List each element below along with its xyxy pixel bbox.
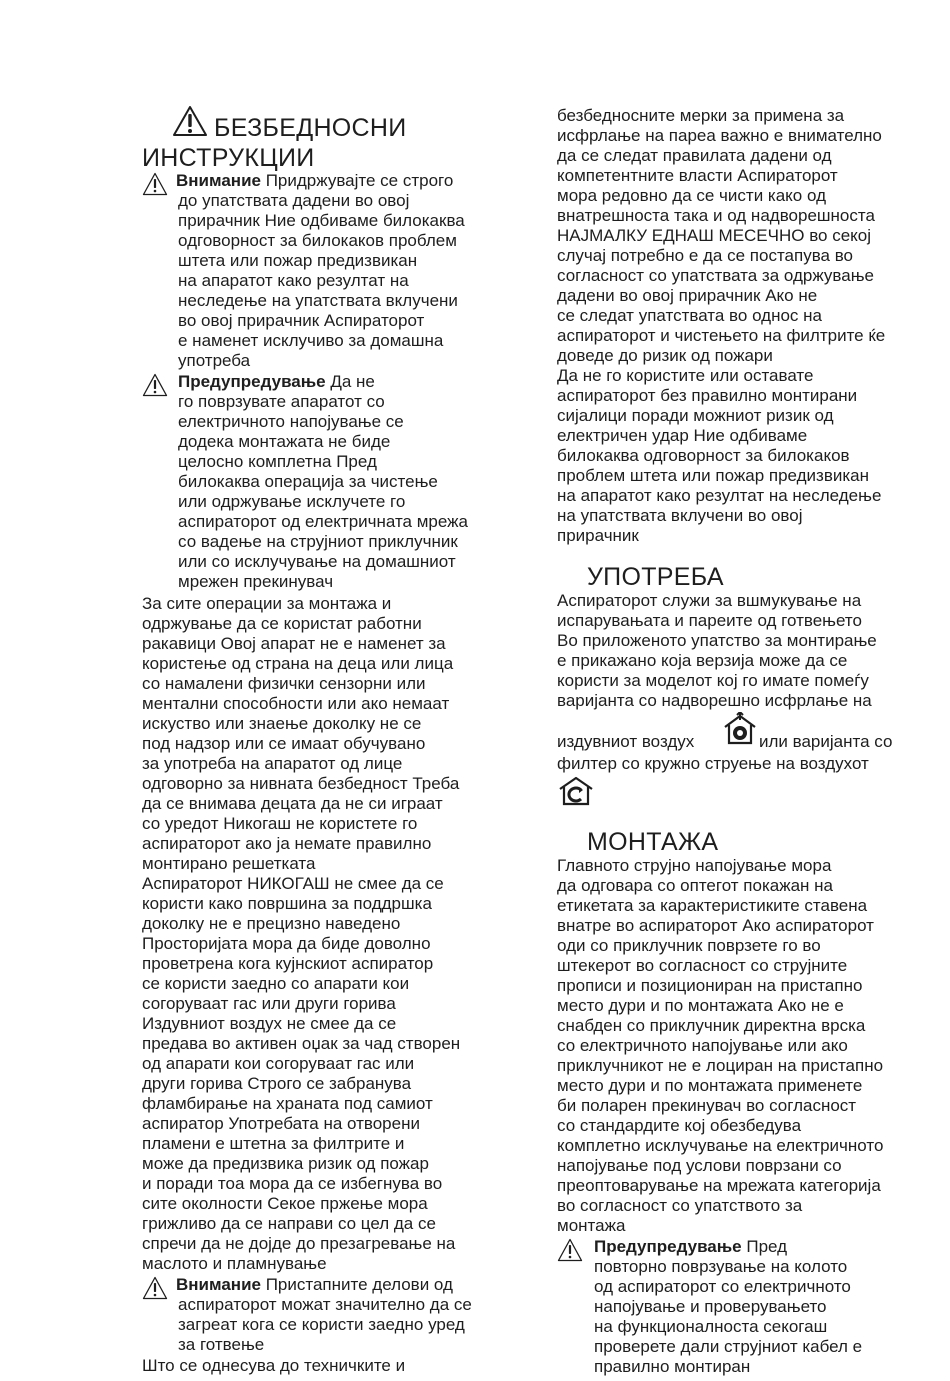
text-line: под надзор или се имаат обучувано xyxy=(142,734,426,753)
text-line: оди со приклучник поврзете го во xyxy=(557,936,821,955)
text-line: или со исклучување на домашниот xyxy=(178,552,456,571)
text-line: или варијанта со xyxy=(759,732,893,751)
text-line: неследење на упатствата вклучени xyxy=(178,291,458,310)
text-line: сите околности Секое пржење мора xyxy=(142,1194,428,1213)
text-line: сијалици поради можниот ризик од xyxy=(557,406,834,425)
text-line: целосно комплетна Пред xyxy=(178,452,377,471)
text-line: го поврзувате апаратот со xyxy=(178,392,385,411)
section-heading-usage: УПОТРЕБА xyxy=(587,563,724,591)
text-line: приклучникот не е лоциран на пристапно xyxy=(557,1056,884,1075)
text-line: на апаратот како резултат на неследење xyxy=(557,486,882,505)
text-line: е прикажано која верзија може да се xyxy=(557,651,848,670)
text-line: на апаратот како резултат на xyxy=(178,271,409,290)
recirculation-filter-icon xyxy=(558,776,594,806)
text-line: внатре во аспираторот Ако аспираторот xyxy=(557,916,874,935)
text-line: прирачник xyxy=(557,526,639,545)
text-line: Издувниот воздух не смее да се xyxy=(142,1014,397,1033)
text-line: безбедносните мерки за примена за xyxy=(557,106,845,125)
text-line: користи како површина за поддршка xyxy=(142,894,432,913)
text-line: одговорно за нивната безбедност Треба xyxy=(142,774,460,793)
text-line: место дури и по монтажата применете xyxy=(557,1076,863,1095)
text-line: на упатствата вклучени во овој xyxy=(557,506,803,525)
text-line: комплетно исклучување на електричното xyxy=(557,1136,884,1155)
text-line: Главното струјно напојување мора xyxy=(557,856,832,875)
section-heading-assembly: МОНТАЖА xyxy=(587,828,719,856)
text-line: повторно поврзување на колото xyxy=(594,1257,848,1276)
text-line: компетентните власти Аспираторот xyxy=(557,166,838,185)
text-line: билокаква одговорност за билокаков xyxy=(557,446,850,465)
warning-triangle-icon xyxy=(142,373,168,397)
text-line: За сите операции за монтажа и xyxy=(142,594,392,613)
text-line: аспираторот без правилно монтирани xyxy=(557,386,858,405)
text-line: испарувањата и пареите од готвењето xyxy=(557,611,862,630)
text-line: проблем штета или пожар предизвикан xyxy=(557,466,870,485)
text-line: Да не го користите или оставате xyxy=(557,366,814,385)
text-line: или одржување исклучете го xyxy=(178,492,406,511)
text-line: Аспираторот служи за вшмукување на xyxy=(557,591,862,610)
text-line: до упатствата дадени во овој xyxy=(178,191,410,210)
text-line: се следат упатствата во однос на xyxy=(557,306,822,325)
text-line: Аспираторот НИКОГАШ не смее да се xyxy=(142,874,444,893)
text-line: користење од страна на деца или лица xyxy=(142,654,454,673)
text-line: проверете дали струјниот кабел е xyxy=(594,1337,863,1356)
warning-attention-2: Внимание Пристапните делови од xyxy=(176,1275,453,1294)
text-line: користи за моделот кој го имате помеѓу xyxy=(557,671,869,690)
text-line: од апарати кои согоруваат гас или xyxy=(142,1054,415,1073)
warning-triangle-icon xyxy=(172,105,208,137)
text-line: аспиратор Употребата на отворени xyxy=(142,1114,420,1133)
text-line: издувниот воздух xyxy=(557,732,695,751)
text-line: прирачник Ние одбиваме билокаква xyxy=(178,211,465,230)
warning-label: Предупредување xyxy=(178,372,326,391)
text-line: ракавици Овој апарат не е наменет за xyxy=(142,634,446,653)
text-line: доведе до ризик од пожари xyxy=(557,346,773,365)
text-line: со уредот Никогаш не користете го xyxy=(142,814,418,833)
warning-label: Предупредување xyxy=(594,1237,742,1256)
section-heading-safety-line2: ИНСТРУКЦИИ xyxy=(142,144,315,172)
text-line: доколку не е прецизно наведено xyxy=(142,914,401,933)
text-line: со стандардите кој обезбедува xyxy=(557,1116,802,1135)
warning-label: Внимание xyxy=(176,171,261,190)
text-line: напојување и проверувањето xyxy=(594,1297,827,1316)
text-line: да одговара со оптегот покажан на xyxy=(557,876,834,895)
text-line: снабден со приклучник директна врска xyxy=(557,1016,866,1035)
section-heading-safety: БЕЗБЕДНОСНИ xyxy=(214,114,407,142)
text-line: во согласност со упатството за xyxy=(557,1196,803,1215)
text-line: во овој прирачник Аспираторот xyxy=(178,311,425,330)
text-line: додека монтажата не биде xyxy=(178,432,391,451)
text-line: филтер со кружно струење на воздухот xyxy=(557,754,869,773)
text-line: согласност со упатствата за одржување xyxy=(557,266,874,285)
warning-triangle-icon xyxy=(557,1238,583,1262)
warning-label: Внимание xyxy=(176,1275,261,1294)
text-line: внатрешноста така и од надворешноста xyxy=(557,206,875,225)
text-line: на функционалноста секогаш xyxy=(594,1317,828,1336)
warning-caution-1: Предупредување Да не xyxy=(178,372,375,391)
text-line: маслото и пламнување xyxy=(142,1254,327,1273)
text-line: случај потребно е да се постапува во xyxy=(557,246,854,265)
text-line: фламбирање на храната под самиот xyxy=(142,1094,433,1113)
text-line: Што се однесува до техничките и xyxy=(142,1356,406,1375)
exhaust-outlet-icon xyxy=(722,712,758,746)
text-line: би поларен прекинувач во согласност xyxy=(557,1096,857,1115)
text-line: дадени во овој прирачник Ако не xyxy=(557,286,818,305)
text-line: проветрена кога кујнскиот аспиратор xyxy=(142,954,434,973)
text-line: загреат кога се користи заедно уред xyxy=(178,1315,465,1334)
text-line: место дури и по монтажата Ако не е xyxy=(557,996,844,1015)
text-line: може да предизвика ризик од пожар xyxy=(142,1154,429,1173)
text-line: аспираторот ако ја немате правилно xyxy=(142,834,432,853)
text-line: согоруваат гас или други горива xyxy=(142,994,396,1013)
text-line: Просторијата мора да биде доволно xyxy=(142,934,431,953)
text-line: преоптоварување на мрежата категорија xyxy=(557,1176,881,1195)
text-line: за употреба на апаратот од лице xyxy=(142,754,403,773)
text-line: е наменет исклучиво за домашна xyxy=(178,331,444,350)
text-line: други горива Строго се забранува xyxy=(142,1074,412,1093)
text-line: електричното напојување се xyxy=(178,412,404,431)
warning-attention-1: Внимание Придржувајте се строго xyxy=(176,171,454,190)
warning-triangle-icon xyxy=(142,1276,168,1300)
text-line: етикетата за карактеристиките ставена xyxy=(557,896,868,915)
warning-caution-2: Предупредување Пред xyxy=(594,1237,788,1256)
text-line: со намалени физички сензорни или xyxy=(142,674,426,693)
text-line: штета или пожар предизвикан xyxy=(178,251,418,270)
text-line: одржување да се користат работни xyxy=(142,614,422,633)
text-line: прописи и позициониран на пристапно xyxy=(557,976,863,995)
text-line: за готвење xyxy=(178,1335,265,1354)
text-line: предава во активен оџак за чад створен xyxy=(142,1034,461,1053)
text-line: пламени е штетна за филтрите и xyxy=(142,1134,405,1153)
text-line: употреба xyxy=(178,351,251,370)
text-line: аспираторот од електричната мрежа xyxy=(178,512,468,531)
text-line: со вадење на струјниот приклучник xyxy=(178,532,458,551)
text-line: НАЈМАЛКУ ЕДНАШ МЕСЕЧНО во секој xyxy=(557,226,872,245)
text-line: спречи да не дојде до презагревање на xyxy=(142,1234,456,1253)
text-line: се користи заедно со апарати кои xyxy=(142,974,410,993)
text-line: да се следат правилата дадени од xyxy=(557,146,832,165)
text-line: со електричното напојување или ако xyxy=(557,1036,848,1055)
text-line: варијанта со надворешно исфрлање на xyxy=(557,691,872,710)
text-line: и поради тоа мора да се избегнува во xyxy=(142,1174,443,1193)
text-line: аспираторот можат значително да се xyxy=(178,1295,472,1314)
text-line: искуство или знаење доколку не се xyxy=(142,714,422,733)
text-line: ментални способности или ако немаат xyxy=(142,694,450,713)
text-line: билокаква операција за чистење xyxy=(178,472,438,491)
text-line: Во приложеното упатство за монтирање xyxy=(557,631,877,650)
text-line: од аспираторот со електричното xyxy=(594,1277,851,1296)
text-line: напојување под услови поврзани со xyxy=(557,1156,842,1175)
text-line: мрежен прекинувач xyxy=(178,572,334,591)
text-line: правилно монтиран xyxy=(594,1357,751,1376)
text-line: одговорност за билокаков проблем xyxy=(178,231,457,250)
text-line: аспираторот и чистењето на филтрите ќе xyxy=(557,326,886,345)
text-line: штекерот во согласност со струјните xyxy=(557,956,848,975)
warning-triangle-icon xyxy=(142,172,168,196)
text-line: грижливо да се направи со цел да се xyxy=(142,1214,436,1233)
text-line: монтирано решетката xyxy=(142,854,316,873)
text-line: да се внимава децата да не си играат xyxy=(142,794,443,813)
text-line: монтажа xyxy=(557,1216,626,1235)
text-line: мора редовно да се чисти како од xyxy=(557,186,826,205)
text-line: исфрлање на пареа важно е внимателно xyxy=(557,126,882,145)
text-line: електричен удар Ние одбиваме xyxy=(557,426,808,445)
